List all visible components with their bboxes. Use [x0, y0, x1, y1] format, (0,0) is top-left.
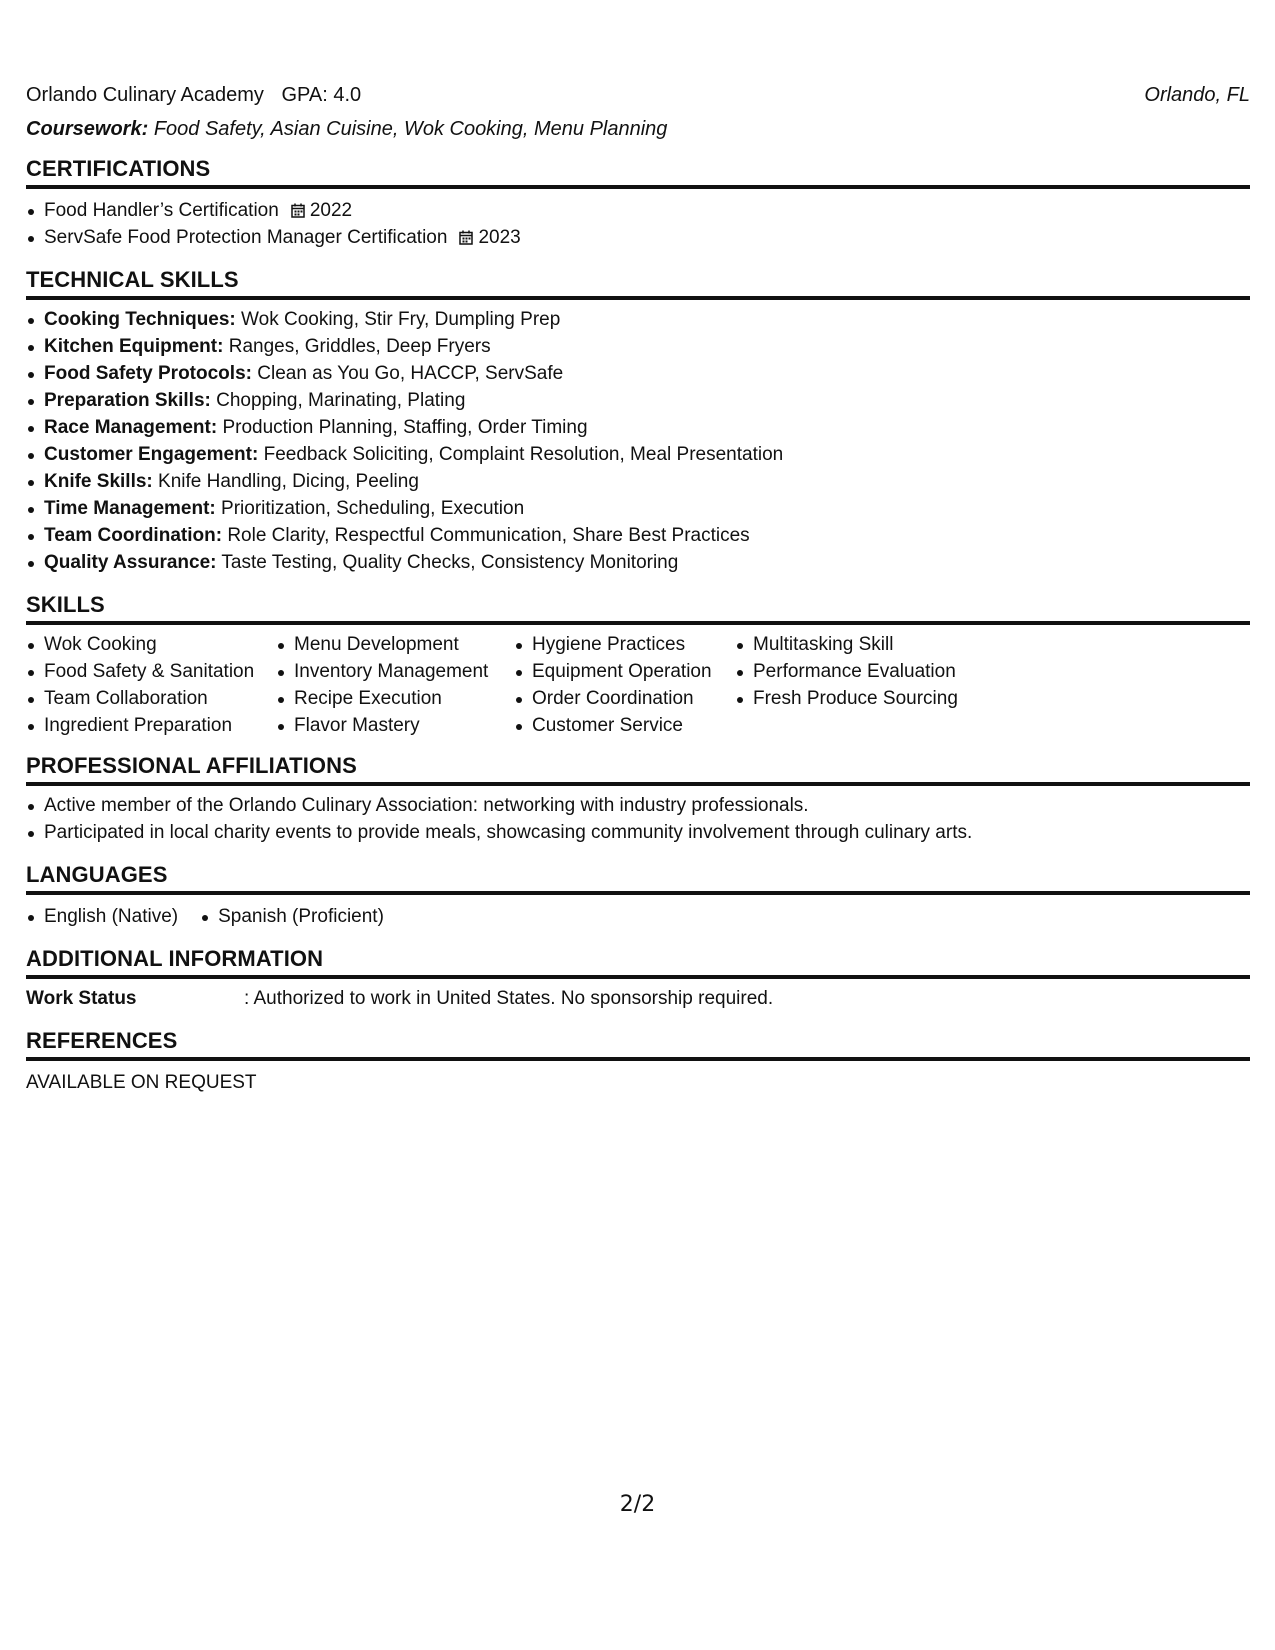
certification-year: 2023 — [478, 227, 521, 248]
affiliations-list — [26, 786, 1250, 852]
list-item — [26, 360, 1250, 387]
skills-column — [276, 631, 494, 739]
list-item — [26, 333, 1250, 360]
section-title-skills: SKILLS — [26, 582, 1250, 625]
skill-values: Taste Testing, Quality Checks, Consistency Monitoring — [221, 552, 679, 573]
list-item — [26, 522, 1250, 549]
skill-values: Ranges, Griddles, Deep Fryers — [228, 336, 491, 357]
education-row — [26, 84, 1250, 114]
list-item: Food Safety & Sanitation — [26, 658, 256, 685]
list-item: Active member of the Orlando Culinary Association: networking with industry professionals. — [26, 792, 1250, 819]
skill-category: Team Coordination: — [44, 525, 223, 546]
languages-section — [26, 852, 1250, 936]
references-section — [26, 1018, 1250, 1096]
technical-skills-section — [26, 257, 1250, 582]
skills-grid — [26, 625, 1250, 743]
list-item: Hygiene Practices — [514, 631, 715, 658]
section-title-references: REFERENCES — [26, 1018, 1250, 1061]
list-item — [26, 468, 1250, 495]
gpa: GPA: 4.0 — [281, 84, 362, 106]
certifications-section — [26, 146, 1250, 257]
resume-page — [26, 84, 1250, 1096]
list-item: Inventory Management — [276, 658, 494, 685]
section-title-languages: LANGUAGES — [26, 852, 1250, 895]
list-item: Wok Cooking — [26, 631, 256, 658]
languages-list — [26, 903, 406, 930]
skill-values: Prioritization, Scheduling, Execution — [221, 498, 525, 519]
skills-section — [26, 582, 1250, 743]
list-item — [26, 414, 1250, 441]
skill-values: Chopping, Marinating, Plating — [216, 390, 466, 411]
section-title-technical-skills: TECHNICAL SKILLS — [26, 257, 1250, 300]
list-item: Multitasking Skill — [735, 631, 975, 658]
page-number: 2/2 — [619, 1492, 656, 1517]
list-item: Team Collaboration — [26, 685, 256, 712]
calendar-icon — [459, 230, 473, 245]
additional-info-section — [26, 936, 1250, 1018]
skills-column — [514, 631, 715, 739]
skill-category: Kitchen Equipment: — [44, 336, 224, 357]
certifications-list — [26, 189, 1250, 257]
skill-values: Wok Cooking, Stir Fry, Dumpling Prep — [241, 309, 561, 330]
list-item: Order Coordination — [514, 685, 715, 712]
skill-values: Feedback Soliciting, Complaint Resolution, Meal Presentation — [263, 444, 784, 465]
list-item — [26, 197, 1250, 224]
work-status-row — [26, 979, 1250, 1018]
education-left — [26, 84, 361, 107]
affiliations-section — [26, 743, 1250, 852]
skill-category: Preparation Skills: — [44, 390, 211, 411]
list-item — [26, 387, 1250, 414]
references-text: AVAILABLE ON REQUEST — [26, 1072, 257, 1093]
work-status-value: : Authorized to work in United States. No sponsorship required. — [244, 988, 774, 1009]
skill-values: Production Planning, Staffing, Order Timing — [222, 417, 588, 438]
certification-name: Food Handler’s Certification — [44, 200, 279, 221]
skill-category: Customer Engagement: — [44, 444, 259, 465]
list-item: Performance Evaluation — [735, 658, 975, 685]
skill-category: Knife Skills: — [44, 471, 153, 492]
list-item: Flavor Mastery — [276, 712, 494, 739]
skills-column — [735, 631, 975, 739]
list-item: Customer Service — [514, 712, 715, 739]
skill-category: Food Safety Protocols: — [44, 363, 252, 384]
technical-skills-list — [26, 300, 1250, 582]
skill-category: Race Management: — [44, 417, 218, 438]
skill-category: Time Management: — [44, 498, 216, 519]
list-item: Participated in local charity events to provide meals, showcasing community involvement through culinary arts. — [26, 819, 1250, 846]
languages-row — [26, 895, 1250, 936]
list-item: Ingredient Preparation — [26, 712, 256, 739]
list-item: English (Native) — [26, 903, 178, 930]
certification-year: 2022 — [309, 200, 353, 221]
calendar-icon — [291, 203, 305, 218]
certification-name: ServSafe Food Protection Manager Certification — [44, 227, 448, 248]
list-item: Fresh Produce Sourcing — [735, 685, 975, 712]
list-item: Spanish (Proficient) — [200, 903, 384, 930]
list-item: Menu Development — [276, 631, 494, 658]
list-item — [26, 306, 1250, 333]
list-item: Equipment Operation — [514, 658, 715, 685]
work-status-label: Work Status — [26, 988, 137, 1009]
skill-values: Clean as You Go, HACCP, ServSafe — [257, 363, 564, 384]
skills-column — [26, 631, 256, 739]
skill-category: Cooking Techniques: — [44, 309, 236, 330]
coursework-line — [26, 114, 1250, 146]
section-title-additional-info: ADDITIONAL INFORMATION — [26, 936, 1250, 979]
school-name: Orlando Culinary Academy — [26, 84, 264, 106]
skill-category: Quality Assurance: — [44, 552, 217, 573]
section-title-affiliations: PROFESSIONAL AFFILIATIONS — [26, 743, 1250, 786]
list-item — [26, 549, 1250, 576]
list-item: Recipe Execution — [276, 685, 494, 712]
section-title-certifications: CERTIFICATIONS — [26, 146, 1250, 189]
list-item — [26, 224, 1250, 251]
skill-values: Knife Handling, Dicing, Peeling — [158, 471, 419, 492]
coursework-label: Coursework: — [26, 118, 149, 140]
list-item — [26, 495, 1250, 522]
list-item — [26, 441, 1250, 468]
skill-values: Role Clarity, Respectful Communication, Share Best Practices — [227, 525, 750, 546]
coursework-list: Food Safety, Asian Cuisine, Wok Cooking, Menu Planning — [153, 118, 668, 140]
education-location: Orlando, FL — [1144, 84, 1250, 106]
